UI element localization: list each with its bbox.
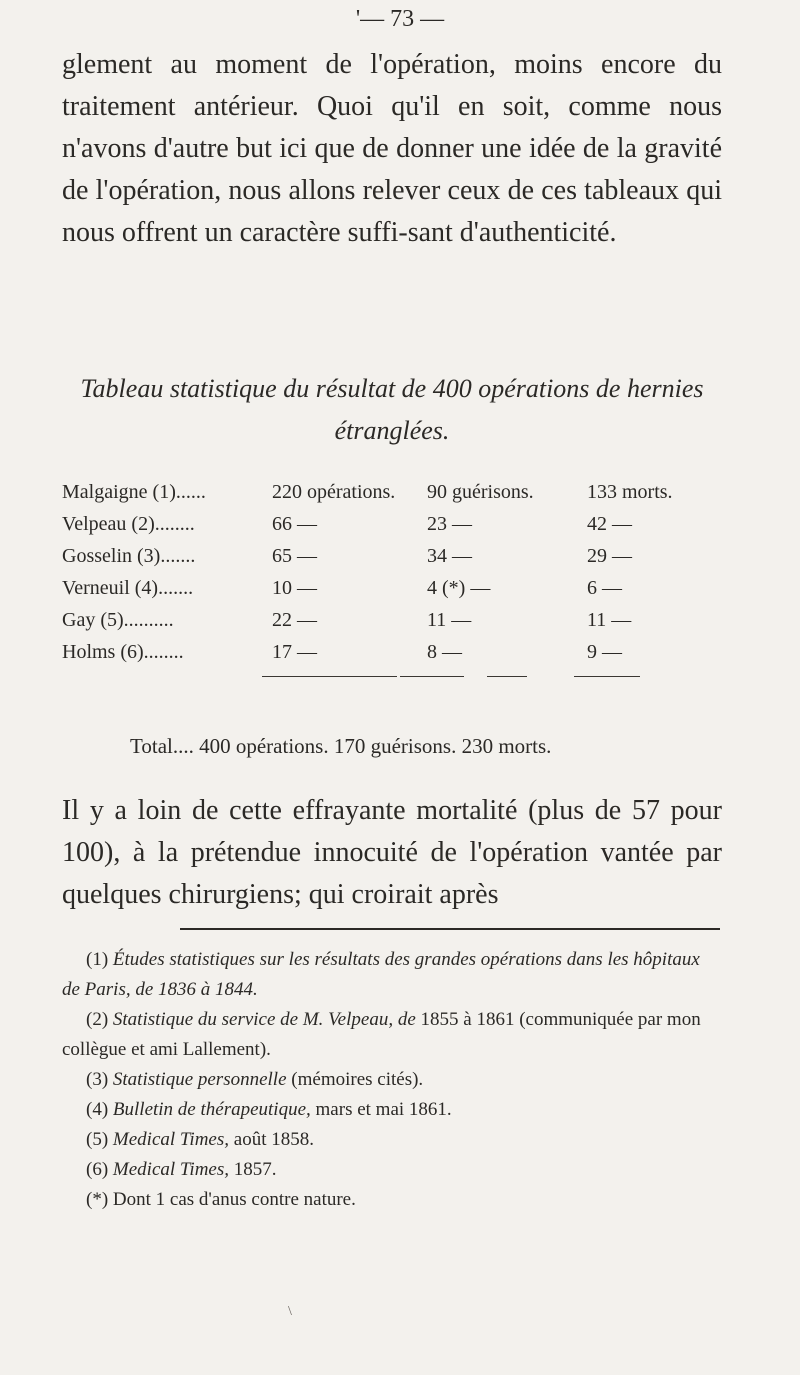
deaths-count: 29 —	[587, 545, 632, 567]
statistics-table	[62, 476, 722, 686]
surgeon-name: Holms (6)........	[62, 641, 184, 663]
footnote-number: (1)	[86, 949, 109, 970]
deaths-count: 133 morts.	[587, 481, 673, 503]
table-row	[62, 636, 722, 668]
operations-count: 22 —	[272, 609, 317, 631]
footnote	[62, 945, 722, 1005]
footnote-number: (6)	[86, 1159, 109, 1180]
footnote-title: Medical Times,	[112, 1129, 230, 1150]
operations-count: 17 —	[272, 641, 317, 663]
footnote	[62, 1125, 722, 1155]
sum-rule-cures	[400, 676, 464, 677]
footnote	[62, 1005, 722, 1065]
surgeon-name: Gosselin (3).......	[62, 545, 196, 567]
footnote	[62, 1065, 722, 1095]
footnote-title: Statistique du service de M. Velpeau, de	[112, 1009, 416, 1030]
surgeon-name: Verneuil (4).......	[62, 577, 194, 599]
footnote	[62, 1155, 722, 1185]
footnote-number: (4)	[86, 1099, 109, 1120]
footnote-detail: 1855 à 1861 (communiquée par mon collègue et ami Lallement).	[62, 1009, 701, 1060]
table-row	[62, 508, 722, 540]
sum-rule-cures-dash	[487, 676, 527, 677]
surgeon-name: Gay (5)..........	[62, 609, 174, 631]
surgeon-name: Velpeau (2)........	[62, 513, 195, 535]
deaths-count: 6 —	[587, 577, 622, 599]
operations-count: 220 opérations.	[272, 481, 396, 503]
footnote-divider	[180, 928, 720, 930]
operations-count: 65 —	[272, 545, 317, 567]
cures-count: 8 —	[427, 641, 462, 663]
deaths-count: 9 —	[587, 641, 622, 663]
conclusion-paragraph	[62, 790, 722, 916]
footnote-detail: Dont 1 cas d'anus contre nature.	[112, 1189, 356, 1210]
cures-count: 11 —	[427, 609, 472, 631]
table-row	[62, 604, 722, 636]
intro-text: glement au moment de l'opération, moins encore du traitement antérieur. Quoi qu'il en soit, comme nous n'avons d'autre but ici que de donner une idée de la gravité de l'opération, nous allons relever ceux de ces tableaux qui nous offrent un caractère suffi-sant d'authenticité.	[62, 49, 722, 248]
deaths-count: 11 —	[587, 609, 632, 631]
footnote-number: (2)	[86, 1009, 109, 1030]
footnote-detail: 1857.	[233, 1159, 277, 1180]
sum-rules	[62, 668, 722, 686]
footnote-title: Bulletin de thérapeutique,	[112, 1099, 311, 1120]
intro-paragraph	[62, 44, 722, 254]
cures-count: 90 guérisons.	[427, 481, 534, 503]
operations-count: 10 —	[272, 577, 317, 599]
footnote-detail: mars et mai 1861.	[315, 1099, 452, 1120]
surgeon-name: Malgaigne (1)......	[62, 481, 206, 503]
sum-rule-deaths	[574, 676, 640, 677]
footnotes	[62, 945, 722, 1215]
footnote-number: (*)	[86, 1189, 109, 1210]
table-title: Tableau statistique du résultat de 400 opérations de hernies étranglées.	[80, 374, 704, 445]
conclusion-text: Il y a loin de cette effrayante mortalité (plus de 57 pour 100), à la prétendue innocuité de l'opération vantée par quelques chirurgiens; qui croirait après	[62, 795, 722, 910]
footnote-title: Medical Times,	[112, 1159, 230, 1180]
cures-count: 4 (*) —	[427, 577, 491, 599]
stray-ink-mark: \	[288, 1304, 292, 1319]
table-row	[62, 540, 722, 572]
table-total: Total.... 400 opérations. 170 guérisons. 230 morts.	[130, 734, 552, 758]
footnote-number: (5)	[86, 1129, 109, 1150]
footnote-title: Statistique personnelle	[112, 1069, 287, 1090]
table-row	[62, 476, 722, 508]
sum-rule-operations	[262, 676, 397, 677]
cures-count: 23 —	[427, 513, 472, 535]
footnote	[62, 1185, 722, 1215]
footnote-detail: (mémoires cités).	[291, 1069, 424, 1090]
operations-count: 66 —	[272, 513, 317, 535]
footnote-title: Études statistiques sur les résultats des grandes opérations dans les hôpitaux de Paris, de 1836 à 1844.	[62, 949, 700, 1000]
table-row	[62, 572, 722, 604]
footnote	[62, 1095, 722, 1125]
cures-count: 34 —	[427, 545, 472, 567]
footnote-number: (3)	[86, 1069, 109, 1090]
footnote-detail: août 1858.	[233, 1129, 314, 1150]
deaths-count: 42 —	[587, 513, 632, 535]
page-number: '— 73 —	[355, 6, 445, 32]
